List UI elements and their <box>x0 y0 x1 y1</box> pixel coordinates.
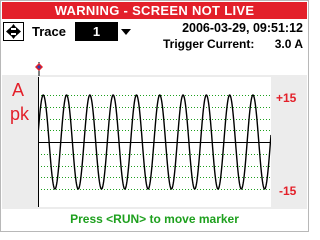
waveform-plot[interactable] <box>38 77 271 207</box>
timestamp: 2006-03-29, 09:51:12 <box>182 21 303 35</box>
four-way-arrow-icon[interactable] <box>3 22 24 41</box>
y-tick-min: -15 <box>279 184 297 198</box>
y-unit-amps: A <box>12 80 25 100</box>
trace-select[interactable] <box>75 22 133 41</box>
trigger-current-label: Trigger Current: <box>163 37 255 51</box>
y-unit-peak: pk <box>10 104 30 124</box>
hint-text: Press <RUN> to move marker <box>70 212 239 226</box>
trace-value[interactable]: 1 <box>75 22 118 41</box>
chevron-down-icon[interactable] <box>121 29 131 35</box>
waveform-trace <box>38 95 271 189</box>
y-tick-max: +15 <box>276 91 297 105</box>
trigger-current-value: 3.0 A <box>274 37 303 51</box>
diamond-marker-icon[interactable] <box>33 62 45 76</box>
warning-banner: WARNING - SCREEN NOT LIVE <box>2 2 307 19</box>
trace-label: Trace <box>32 24 66 39</box>
